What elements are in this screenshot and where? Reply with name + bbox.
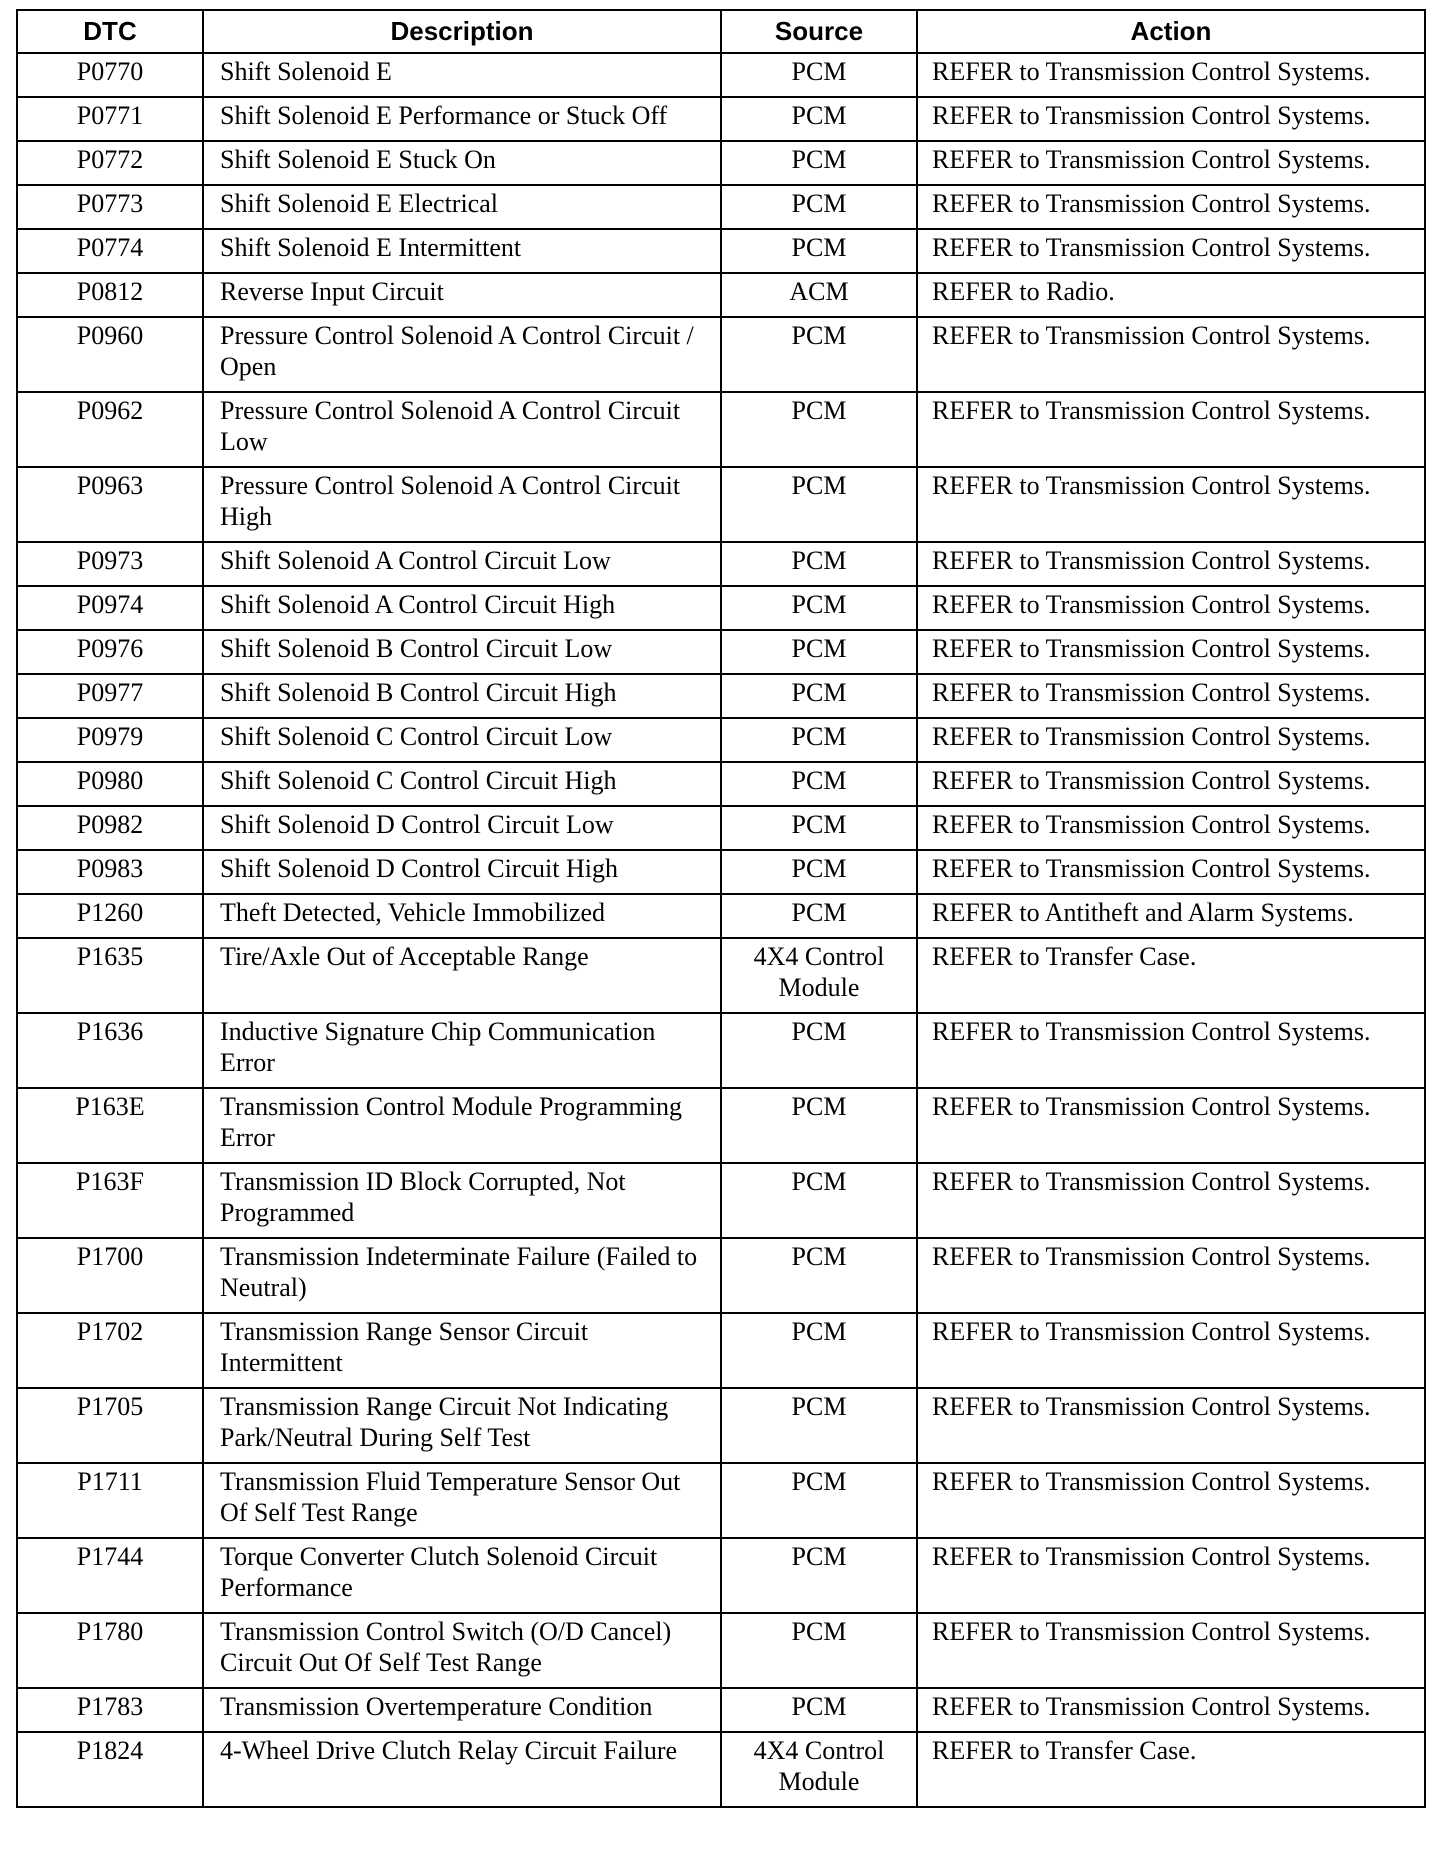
description-cell: Shift Solenoid E Intermittent [203,229,721,273]
table-row [17,1732,1425,1807]
action-cell: REFER to Transmission Control Systems. [917,1688,1425,1732]
dtc-cell: P1635 [17,938,203,1013]
action-cell: REFER to Transfer Case. [917,938,1425,1013]
source-cell: PCM [721,97,917,141]
dtc-cell: P0983 [17,850,203,894]
description-cell: Shift Solenoid E [203,53,721,97]
table-row [17,630,1425,674]
table-row [17,938,1425,1013]
source-cell: PCM [721,674,917,718]
description-cell: Pressure Control Solenoid A Control Circuit High [203,467,721,542]
table-row [17,1538,1425,1613]
dtc-cell: P0773 [17,185,203,229]
source-cell: PCM [721,392,917,467]
source-cell: PCM [721,1688,917,1732]
source-cell: PCM [721,762,917,806]
source-cell: PCM [721,185,917,229]
dtc-cell: P0960 [17,317,203,392]
table-row [17,542,1425,586]
header-description: Description [203,10,721,53]
source-cell: PCM [721,53,917,97]
dtc-cell: P1702 [17,1313,203,1388]
dtc-cell: P0980 [17,762,203,806]
description-cell: Transmission Range Sensor Circuit Intermittent [203,1313,721,1388]
table-row [17,229,1425,273]
dtc-cell: P0774 [17,229,203,273]
action-cell: REFER to Transmission Control Systems. [917,185,1425,229]
action-cell: REFER to Transfer Case. [917,1732,1425,1807]
description-cell: Shift Solenoid E Performance or Stuck Off [203,97,721,141]
action-cell: REFER to Transmission Control Systems. [917,53,1425,97]
table-header [17,10,1425,53]
action-cell: REFER to Transmission Control Systems. [917,1388,1425,1463]
action-cell: REFER to Transmission Control Systems. [917,1463,1425,1538]
action-cell: REFER to Transmission Control Systems. [917,762,1425,806]
source-cell: PCM [721,1463,917,1538]
table-row [17,1238,1425,1313]
source-cell: PCM [721,718,917,762]
source-cell: PCM [721,1163,917,1238]
action-cell: REFER to Transmission Control Systems. [917,806,1425,850]
action-cell: REFER to Transmission Control Systems. [917,141,1425,185]
dtc-cell: P1783 [17,1688,203,1732]
dtc-table [16,9,1426,1808]
action-cell: REFER to Transmission Control Systems. [917,467,1425,542]
table-row [17,1313,1425,1388]
dtc-cell: P0976 [17,630,203,674]
source-cell: PCM [721,317,917,392]
header-action: Action [917,10,1425,53]
action-cell: REFER to Transmission Control Systems. [917,1163,1425,1238]
action-cell: REFER to Transmission Control Systems. [917,229,1425,273]
dtc-cell: P163F [17,1163,203,1238]
header-row [17,10,1425,53]
description-cell: Transmission Overtemperature Condition [203,1688,721,1732]
action-cell: REFER to Antitheft and Alarm Systems. [917,894,1425,938]
source-cell: PCM [721,850,917,894]
dtc-cell: P0770 [17,53,203,97]
source-cell: 4X4 Control Module [721,938,917,1013]
dtc-cell: P0771 [17,97,203,141]
source-cell: ACM [721,273,917,317]
table-row [17,894,1425,938]
dtc-cell: P0962 [17,392,203,467]
source-cell: 4X4 Control Module [721,1732,917,1807]
table-row [17,1613,1425,1688]
table-row [17,806,1425,850]
dtc-cell: P1636 [17,1013,203,1088]
dtc-cell: P0812 [17,273,203,317]
action-cell: REFER to Radio. [917,273,1425,317]
source-cell: PCM [721,1088,917,1163]
description-cell: Inductive Signature Chip Communication Error [203,1013,721,1088]
table-row [17,1013,1425,1088]
table-row [17,392,1425,467]
table-row [17,674,1425,718]
description-cell: Shift Solenoid C Control Circuit Low [203,718,721,762]
action-cell: REFER to Transmission Control Systems. [917,586,1425,630]
action-cell: REFER to Transmission Control Systems. [917,1613,1425,1688]
dtc-cell: P0963 [17,467,203,542]
description-cell: Tire/Axle Out of Acceptable Range [203,938,721,1013]
table-row [17,718,1425,762]
action-cell: REFER to Transmission Control Systems. [917,674,1425,718]
action-cell: REFER to Transmission Control Systems. [917,1013,1425,1088]
description-cell: Shift Solenoid B Control Circuit High [203,674,721,718]
source-cell: PCM [721,1388,917,1463]
action-cell: REFER to Transmission Control Systems. [917,1088,1425,1163]
action-cell: REFER to Transmission Control Systems. [917,630,1425,674]
dtc-cell: P1705 [17,1388,203,1463]
dtc-cell: P0973 [17,542,203,586]
table-row [17,53,1425,97]
table-row [17,1088,1425,1163]
dtc-cell: P1711 [17,1463,203,1538]
description-cell: Shift Solenoid E Stuck On [203,141,721,185]
dtc-cell: P1744 [17,1538,203,1613]
dtc-cell: P0974 [17,586,203,630]
source-cell: PCM [721,1313,917,1388]
source-cell: PCM [721,630,917,674]
table-row [17,185,1425,229]
dtc-cell: P1780 [17,1613,203,1688]
source-cell: PCM [721,229,917,273]
description-cell: Transmission Fluid Temperature Sensor Out Of Self Test Range [203,1463,721,1538]
table-row [17,1688,1425,1732]
source-cell: PCM [721,1538,917,1613]
description-cell: Shift Solenoid D Control Circuit Low [203,806,721,850]
table-row [17,97,1425,141]
action-cell: REFER to Transmission Control Systems. [917,392,1425,467]
description-cell: Transmission ID Block Corrupted, Not Programmed [203,1163,721,1238]
table-row [17,762,1425,806]
table-row [17,467,1425,542]
description-cell: Transmission Indeterminate Failure (Failed to Neutral) [203,1238,721,1313]
source-cell: PCM [721,1613,917,1688]
table-row [17,850,1425,894]
description-cell: Shift Solenoid A Control Circuit High [203,586,721,630]
description-cell: Transmission Range Circuit Not Indicating Park/Neutral During Self Test [203,1388,721,1463]
table-row [17,141,1425,185]
table-row [17,1463,1425,1538]
action-cell: REFER to Transmission Control Systems. [917,718,1425,762]
description-cell: Shift Solenoid D Control Circuit High [203,850,721,894]
table-row [17,1388,1425,1463]
description-cell: Reverse Input Circuit [203,273,721,317]
dtc-cell: P1700 [17,1238,203,1313]
dtc-cell: P1824 [17,1732,203,1807]
source-cell: PCM [721,586,917,630]
dtc-cell: P1260 [17,894,203,938]
action-cell: REFER to Transmission Control Systems. [917,1238,1425,1313]
action-cell: REFER to Transmission Control Systems. [917,542,1425,586]
header-source: Source [721,10,917,53]
source-cell: PCM [721,542,917,586]
source-cell: PCM [721,1013,917,1088]
description-cell: Pressure Control Solenoid A Control Circuit / Open [203,317,721,392]
table-row [17,317,1425,392]
table-row [17,586,1425,630]
source-cell: PCM [721,467,917,542]
dtc-cell: P0982 [17,806,203,850]
table-row [17,273,1425,317]
source-cell: PCM [721,806,917,850]
action-cell: REFER to Transmission Control Systems. [917,97,1425,141]
source-cell: PCM [721,894,917,938]
dtc-cell: P0772 [17,141,203,185]
source-cell: PCM [721,141,917,185]
description-cell: Torque Converter Clutch Solenoid Circuit Performance [203,1538,721,1613]
source-cell: PCM [721,1238,917,1313]
description-cell: Transmission Control Module Programming Error [203,1088,721,1163]
description-cell: 4-Wheel Drive Clutch Relay Circuit Failure [203,1732,721,1807]
dtc-cell: P0979 [17,718,203,762]
dtc-cell: P163E [17,1088,203,1163]
description-cell: Pressure Control Solenoid A Control Circuit Low [203,392,721,467]
description-cell: Theft Detected, Vehicle Immobilized [203,894,721,938]
description-cell: Shift Solenoid C Control Circuit High [203,762,721,806]
description-cell: Shift Solenoid B Control Circuit Low [203,630,721,674]
action-cell: REFER to Transmission Control Systems. [917,1313,1425,1388]
description-cell: Shift Solenoid A Control Circuit Low [203,542,721,586]
description-cell: Shift Solenoid E Electrical [203,185,721,229]
description-cell: Transmission Control Switch (O/D Cancel) Circuit Out Of Self Test Range [203,1613,721,1688]
action-cell: REFER to Transmission Control Systems. [917,850,1425,894]
action-cell: REFER to Transmission Control Systems. [917,1538,1425,1613]
action-cell: REFER to Transmission Control Systems. [917,317,1425,392]
header-dtc: DTC [17,10,203,53]
table-body [17,53,1425,1807]
table-row [17,1163,1425,1238]
dtc-cell: P0977 [17,674,203,718]
